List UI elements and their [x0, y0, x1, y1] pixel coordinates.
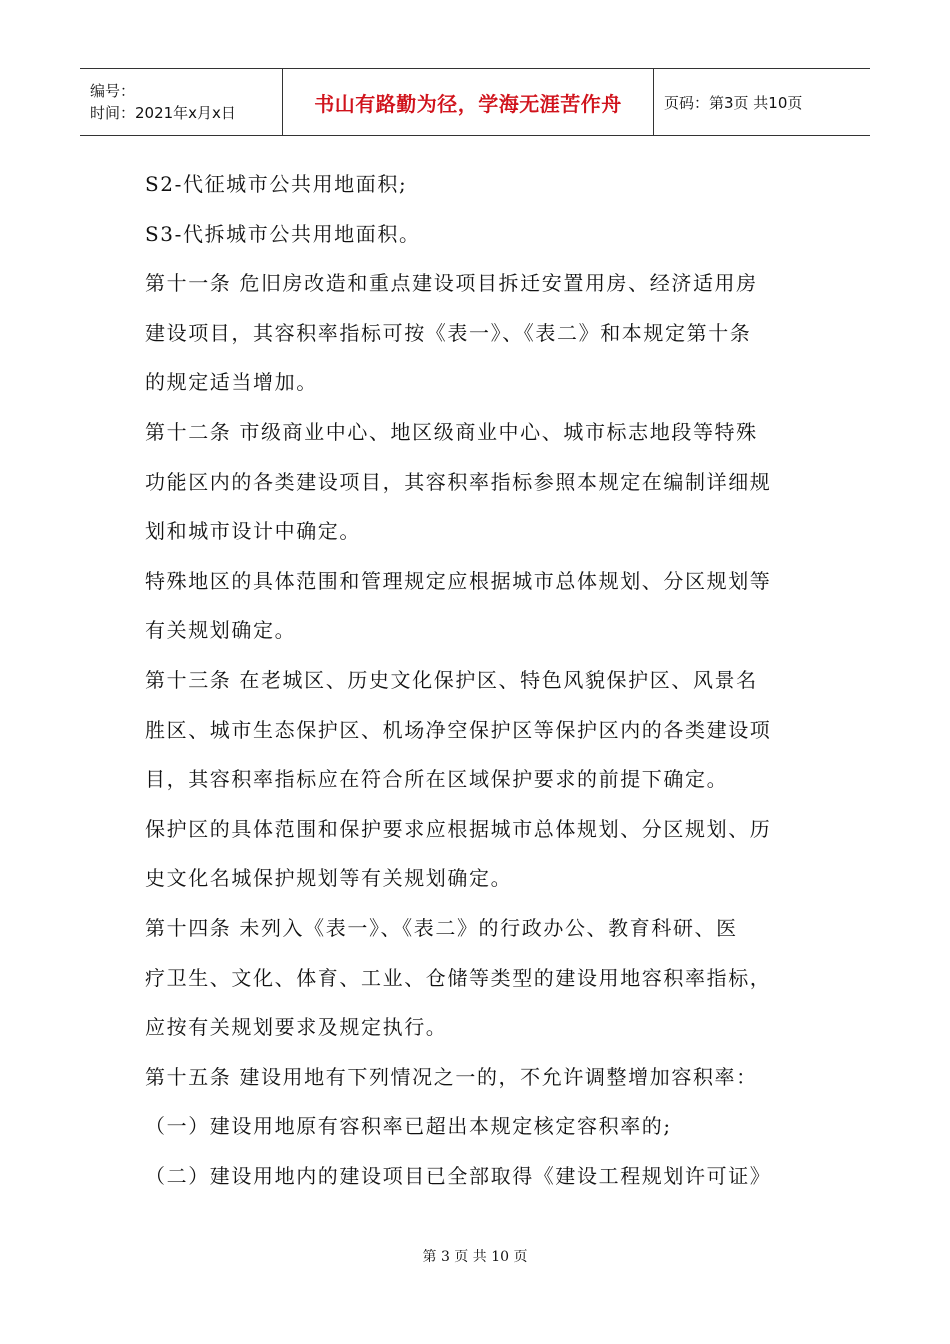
- text-line: 史文化名城保护规划等有关规划确定。: [145, 866, 513, 891]
- text-line: （二）建设用地内的建设项目已全部取得《建设工程规划许可证》: [145, 1163, 772, 1188]
- page-header: [80, 68, 870, 136]
- page-footer: 第 3 页 共 10 页: [422, 1249, 528, 1265]
- text-line: 胜区、城市生态保护区、机场净空保护区等保护区内的各类建设项: [145, 717, 772, 742]
- doc-time-label: 时间：2021年x月x日: [90, 104, 236, 122]
- header-meta: [80, 69, 282, 135]
- text-line: 第十三条 在老城区、历史文化保护区、特色风貌保护区、风景名: [145, 667, 758, 692]
- text-line: S3-代拆城市公共用地面积。: [145, 221, 421, 246]
- text-line: 疗卫生、文化、体育、工业、仓储等类型的建设用地容积率指标，: [145, 965, 772, 990]
- header-page-info: 页码：第3页 共10页: [664, 93, 803, 112]
- text-line: 划和城市设计中确定。: [145, 519, 361, 544]
- text-line: 特殊地区的具体范围和管理规定应根据城市总体规划、分区规划等: [145, 568, 772, 593]
- document-body: [145, 160, 810, 1201]
- text-line: 第十一条 危旧房改造和重点建设项目拆迁安置用房、经济适用房: [145, 271, 758, 296]
- header-motto: 书山有路勤为径，学海无涯苦作舟: [314, 91, 622, 116]
- text-line: 应按有关规划要求及规定执行。: [145, 1015, 448, 1040]
- text-line: 有关规划确定。: [145, 618, 297, 643]
- text-line: 目，其容积率指标应在符合所在区域保护要求的前提下确定。: [145, 767, 729, 792]
- text-line: 第十五条 建设用地有下列情况之一的，不允许调整增加容积率：: [145, 1064, 758, 1089]
- text-line: 功能区内的各类建设项目，其容积率指标参照本规定在编制详细规: [145, 469, 772, 494]
- text-line: （一）建设用地原有容积率已超出本规定核定容积率的;: [145, 1114, 672, 1139]
- doc-number-label: 编号：: [90, 82, 136, 100]
- text-line: 建设项目，其容积率指标可按《表一》、《表二》和本规定第十条: [145, 320, 752, 345]
- header-motto-cell: [282, 69, 654, 135]
- text-line: S2-代征城市公共用地面积;: [145, 172, 408, 196]
- text-line: 第十二条 市级商业中心、地区级商业中心、城市标志地段等特殊: [145, 419, 758, 444]
- text-line: 保护区的具体范围和保护要求应根据城市总体规划、分区规划、历: [145, 816, 772, 841]
- text-line: 的规定适当增加。: [145, 370, 318, 395]
- text-line: 第十四条 未列入《表一》、《表二》的行政办公、教育科研、医: [145, 915, 738, 940]
